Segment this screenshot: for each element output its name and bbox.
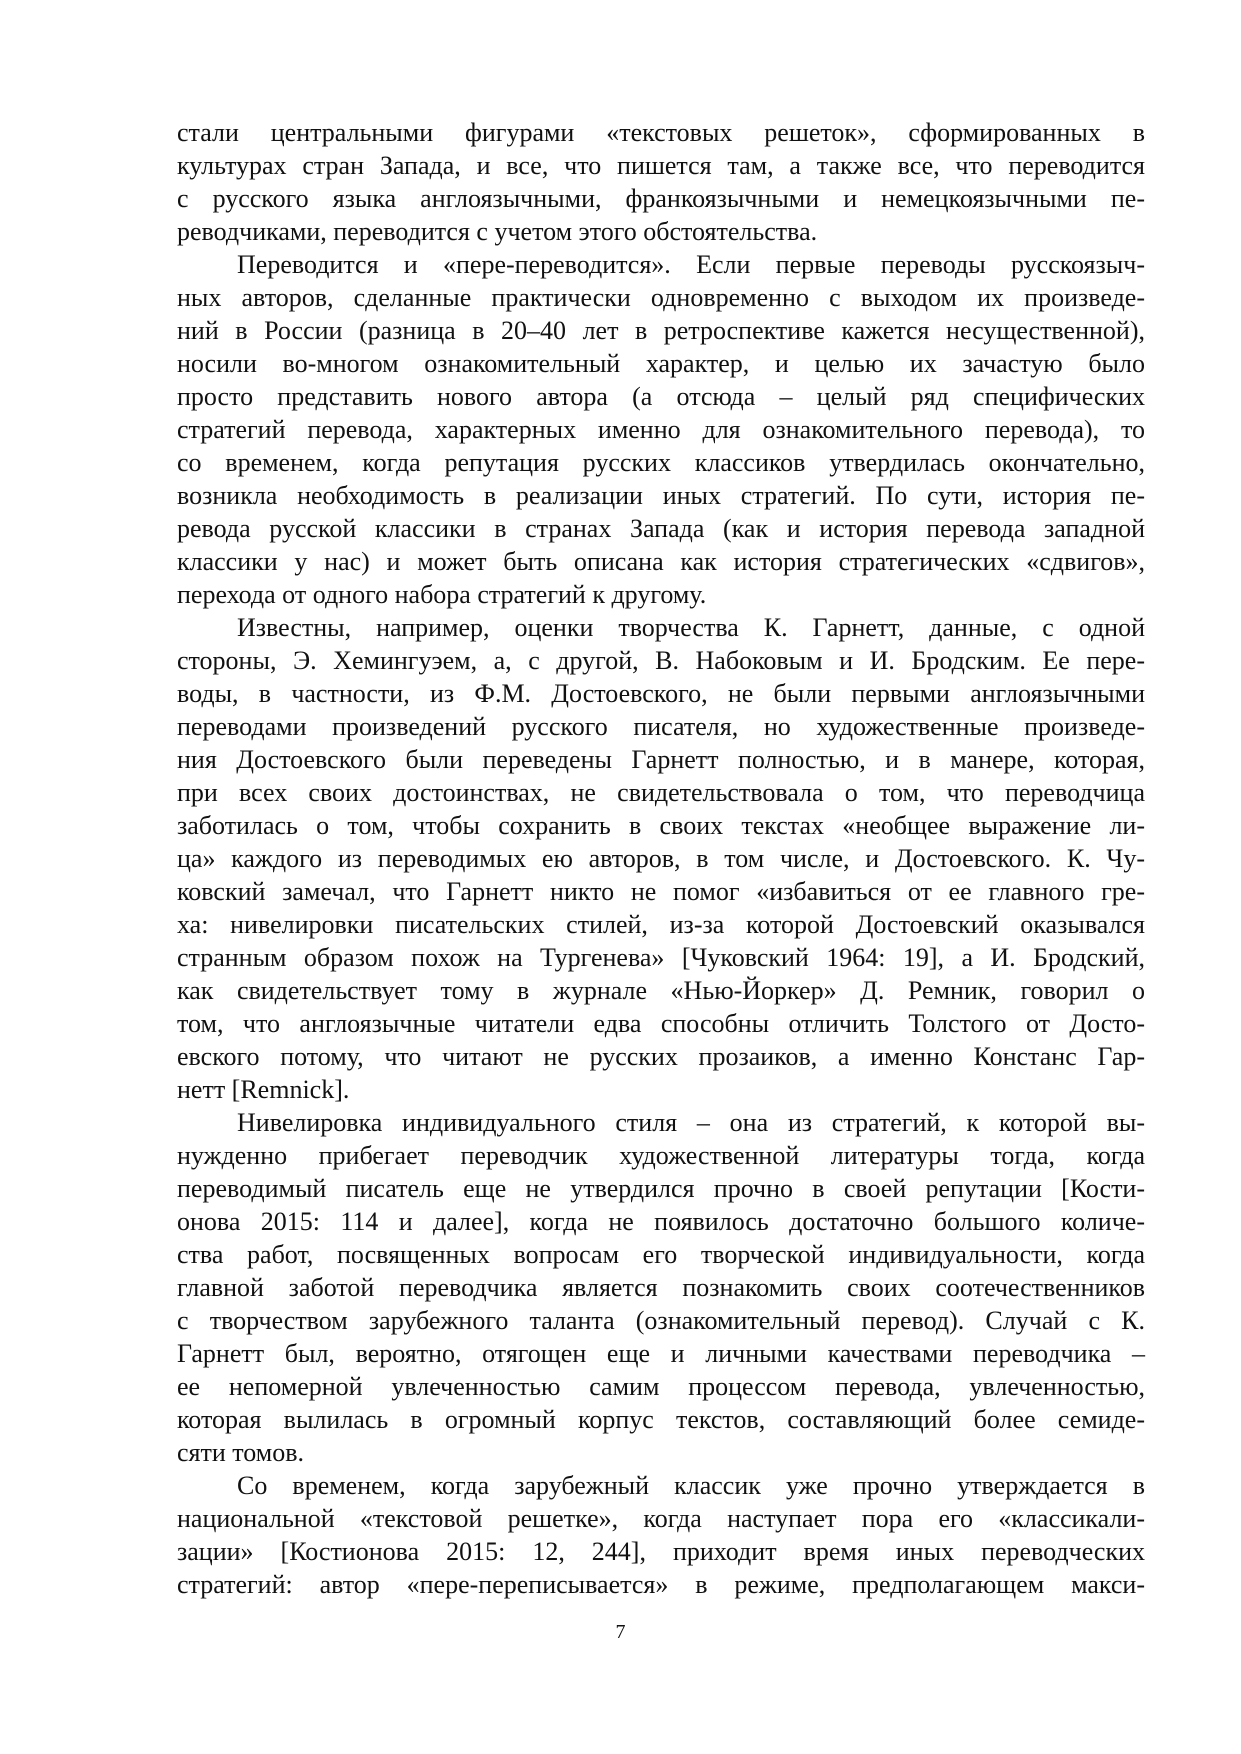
text-line: ревода русской классики в странах Запада (как и история перевода западной	[177, 514, 1145, 543]
text-line: со временем, когда репутация русских классиков утвердилась окончательно,	[177, 448, 1145, 477]
text-line: ха: нивелировки писательских стилей, из-за которой Достоевский оказывался	[177, 910, 1145, 939]
text-line: Нивелировка индивидуального стиля – она из стратегий, к которой вы-	[237, 1108, 1145, 1137]
text-line: ца» каждого из переводимых ею авторов, в том числе, и Достоевского. К. Чу-	[177, 844, 1145, 873]
text-line: зации» [Костионова 2015: 12, 244], приходит время иных переводческих	[177, 1537, 1145, 1566]
text-line: евского потому, что читают не русских прозаиков, а именно Констанс Гар-	[177, 1042, 1145, 1071]
paragraph-3	[177, 611, 1145, 1106]
text-line: Гарнетт был, вероятно, отягощен еще и личными качествами переводчика –	[177, 1339, 1145, 1368]
text-line: нужденно прибегает переводчик художественной литературы тогда, когда	[177, 1141, 1145, 1170]
text-line: с творчеством зарубежного таланта (ознакомительный перевод). Случай с К.	[177, 1306, 1145, 1335]
text-line: с русского языка англоязычными, франкоязычными и немецкоязычными пе-	[177, 184, 1145, 213]
text-line: стратегий перевода, характерных именно для ознакомительного перевода), то	[177, 415, 1145, 444]
text-line: переводами произведений русского писателя, но художественные произведе-	[177, 712, 1145, 741]
text-line: странным образом похож на Тургенева» [Чуковский 1964: 19], а И. Бродский,	[177, 943, 1145, 972]
text-line: переводимый писатель еще не утвердился прочно в своей репутации [Кости-	[177, 1174, 1145, 1203]
text-line: Известны, например, оценки творчества К. Гарнетт, данные, с одной	[237, 613, 1145, 642]
text-line: главной заботой переводчика является познакомить своих соотечественников	[177, 1273, 1145, 1302]
text-line: Со временем, когда зарубежный классик уже прочно утверждается в	[237, 1471, 1145, 1500]
text-line: возникла необходимость в реализации иных стратегий. По сути, история пе-	[177, 481, 1145, 510]
text-line: заботилась о том, чтобы сохранить в своих текстах «необщее выражение ли-	[177, 811, 1145, 840]
text-line: которая вылилась в огромный корпус текстов, составляющий более семиде-	[177, 1405, 1145, 1434]
text-line: классики у нас) и может быть описана как история стратегических «сдвигов»,	[177, 547, 1145, 576]
text-line: нетт [Remnick].	[177, 1075, 350, 1104]
text-line: ния Достоевского были переведены Гарнетт полностью, и в манере, которая,	[177, 745, 1145, 774]
text-line: том, что англоязычные читатели едва способны отличить Толстого от Досто-	[177, 1009, 1145, 1038]
text-line: носили во-многом ознакомительный характер, и целью их зачастую было	[177, 349, 1145, 378]
page-number: 7	[615, 1621, 626, 1643]
text-line: воды, в частности, из Ф.М. Достоевского, не были первыми англоязычными	[177, 679, 1145, 708]
paragraph-2	[177, 248, 1145, 611]
text-line: стратегий: автор «пере-переписывается» в режиме, предполагающем макси-	[177, 1570, 1145, 1599]
text-line: как свидетельствует тому в журнале «Нью-Йоркер» Д. Ремник, говорил о	[177, 976, 1145, 1005]
text-line: сяти томов.	[177, 1438, 305, 1467]
paragraph-4	[177, 1106, 1145, 1469]
text-line: стали центральными фигурами «текстовых решеток», сформированных в	[177, 118, 1145, 147]
text-line: ства работ, посвященных вопросам его творческой индивидуальности, когда	[177, 1240, 1145, 1269]
text-line: ковский замечал, что Гарнетт никто не помог «избавиться от ее главного гре-	[177, 877, 1145, 906]
paragraph-1	[177, 116, 1145, 248]
text-line: культурах стран Запада, и все, что пишется там, а также все, что переводится	[177, 151, 1145, 180]
text-line: при всех своих достоинствах, не свидетельствовала о том, что переводчица	[177, 778, 1145, 807]
text-line: просто представить нового автора (а отсюда – целый ряд специфических	[177, 382, 1145, 411]
text-line: реводчиками, переводится с учетом этого обстоятельства.	[177, 217, 818, 246]
body-text	[177, 116, 1145, 1601]
text-line: ных авторов, сделанные практически одновременно с выходом их произведе-	[177, 283, 1145, 312]
paragraph-5	[177, 1469, 1145, 1601]
text-line: стороны, Э. Хемингуэем, а, с другой, В. Набоковым и И. Бродским. Ее пере-	[177, 646, 1145, 675]
text-line: Переводится и «пере-переводится». Если первые переводы русскоязыч-	[237, 250, 1145, 279]
text-line: онова 2015: 114 и далее], когда не появилось достаточно большого количе-	[177, 1207, 1145, 1236]
text-line: ний в России (разница в 20–40 лет в ретроспективе кажется несущественной),	[177, 316, 1145, 345]
text-line: перехода от одного набора стратегий к другому.	[177, 580, 707, 609]
text-line: ее непомерной увлеченностью самим процессом перевода, увлеченностью,	[177, 1372, 1145, 1401]
text-line: национальной «текстовой решетке», когда наступает пора его «классикали-	[177, 1504, 1145, 1533]
